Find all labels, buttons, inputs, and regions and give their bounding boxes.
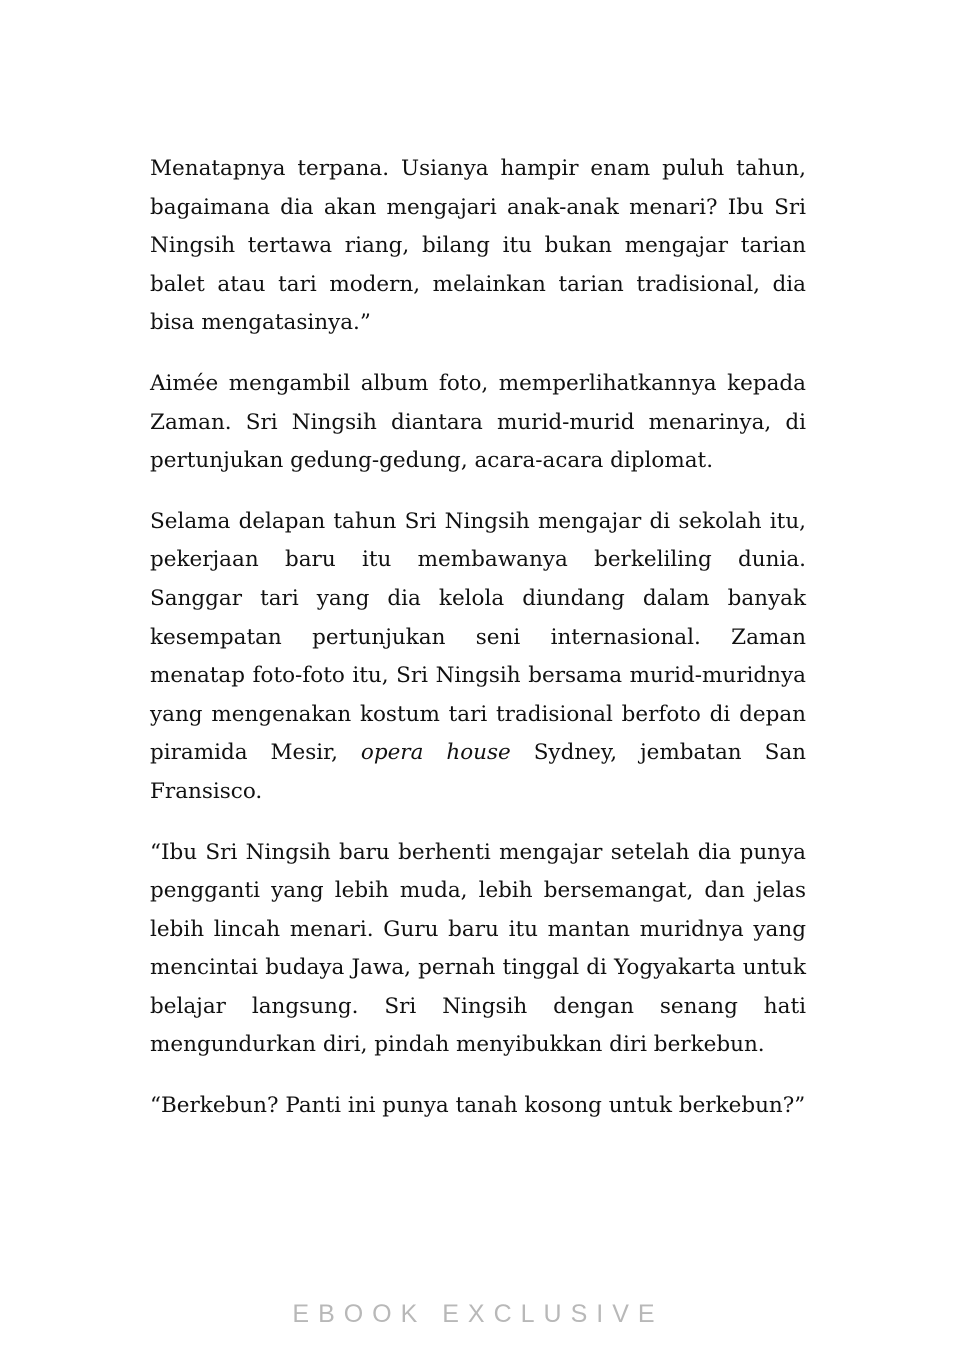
paragraph-3 xyxy=(150,503,806,812)
paragraph-4: “Ibu Sri Ningsih baru berhenti mengajar setelah dia punya pengganti yang lebih muda, lebih bersemangat, dan jelas lebih lincah menari. Guru baru itu mantan muridnya yang mencintai budaya Jawa, pernah tinggal di Yogyakarta untuk belajar langsung. Sri Ningsih dengan senang hati mengundurkan diri, pindah menyibukkan diri berkebun. xyxy=(150,839,806,1058)
footer-watermark: EBOOK EXCLUSIVE xyxy=(292,1300,664,1328)
paragraph-3-text-start: Selama delapan tahun Sri Ningsih mengajar di sekolah itu, pekerjaan baru itu membawanya berkeliling dunia. Sanggar tari yang dia kelola diundang dalam banyak kesempatan pertunjukan seni internasional. Zaman menatap foto-foto itu, Sri Ningsih bersama murid-muridnya yang mengenakan kostum tari tradisional berfoto di depan piramida Mesir, xyxy=(150,508,806,766)
paragraph-3-italic-phrase: opera house xyxy=(360,740,511,766)
paragraph-3-text-end: Sydney, jembatan San Fransisco. xyxy=(150,740,806,804)
paragraph-1: Menatapnya terpana. Usianya hampir enam puluh tahun, bagaimana dia akan mengajari anak-anak menari? Ibu Sri Ningsih tertawa riang, bilang itu bukan mengajar tarian balet atau tari modern, melainkan tarian tradisional, dia bisa mengatasinya.” xyxy=(150,156,806,336)
paragraph-5: “Berkebun? Panti ini punya tanah kosong untuk berkebun?” xyxy=(150,1093,806,1119)
paragraph-2: Aimée mengambil album foto, memperlihatkannya kepada Zaman. Sri Ningsih diantara murid-murid menarinya, di pertunjukan gedung-gedung, acara-acara diplomat. xyxy=(150,370,806,474)
page-body-text xyxy=(150,150,806,1126)
